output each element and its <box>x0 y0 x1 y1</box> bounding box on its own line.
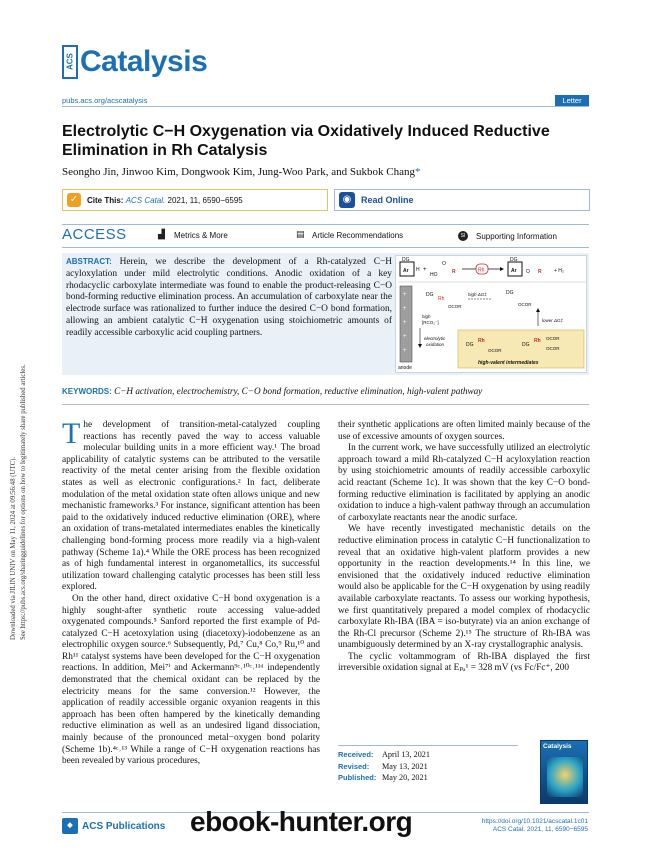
toc-ar-1: Ar <box>403 268 409 274</box>
recommendations-label: Article Recommendations <box>312 231 404 240</box>
publisher-name: ACS Publications <box>82 820 166 832</box>
article-type-badge: Letter <box>555 95 589 106</box>
svg-text:+: + <box>423 267 427 273</box>
cite-text <box>87 196 243 205</box>
toc-o-1: O <box>442 261 446 267</box>
toc-rh-catalyst: Rh <box>478 267 485 274</box>
toc-high-dg: high ΔG‡ <box>468 292 487 297</box>
access-bar <box>62 226 589 246</box>
body-right-p1: their synthetic applications are often limited mainly because of the use of excessive amounts of oxygen sources. <box>338 420 590 442</box>
toc-dg-6: DG <box>522 342 530 348</box>
footer-doi[interactable]: https://doi.org/10.1021/acscatal.1c01 <box>481 818 588 825</box>
abstract-body: Herein, we describe the development of a Rh-catalyzed C−H acyloxylation under mild electrolytic conditions. Anodic oxidation of a key rhodacyclic carboxylate intermediate was found to enable the product-releasing C−O bond-forming reductive elimination process. An accumulation of carboxylate near the electrode surface was rationalized to further induce the desired C−O bond formation, allowing an ambient catalytic C−H oxygenation using stoichiometric amounts of readily accessible carboxylic acid coupling partners. <box>66 257 392 338</box>
footer-citation <box>480 818 588 834</box>
body-left-p2: On the other hand, direct oxidative C−H bond oxygenation is a highly sought-after synthetic route accessing value-added oxygenated compounds.⁵ Sanford reported the first example of Pd-catalyzed C−H acetoxylation using (diacetoxy)-iodobenzene as an electrophilic oxygen source.⁶ Subsequently, Pd,⁷ Cu,⁸ Co,⁹ Ru,¹⁰ and Rh¹¹ catalyst systems have been developed for the C−H oxygenation reactions. In addition, Mei⁷ⁱ and Ackermann⁹ᶜ˒¹⁰ᶜ˒¹¹ᵈ independently demonstrated that the chemical oxidant can be replaced by the electricity means for the same conversion.¹² However, the application of readily accessible organic oxyanion reagents in this approach has been often hampered by the kinetically demanding reductive elimination as well as an undesired ligand dissociation, mainly because of the pronounced metal−oxygen bond polarity (Scheme 1b).⁴ᶜ˒¹³ While a range of C−H oxygenation reactions has been revealed by various procedures, <box>62 593 320 767</box>
published-value: May 20, 2021 <box>382 773 428 782</box>
toc-rh-1: Rh <box>438 296 445 302</box>
article-title: Electrolytic C−H Oxygenation via Oxidatively Induced Reductive Elimination in Rh Catalysis <box>62 123 550 159</box>
read-online-box[interactable] <box>334 189 590 211</box>
toc-ocor-3: OCOR <box>488 348 502 353</box>
toc-high-valent: high-valent intermediates <box>478 360 539 366</box>
supporting-info-link[interactable] <box>458 231 557 241</box>
publisher-logo[interactable] <box>62 818 165 834</box>
toc-o-2: O <box>526 269 530 275</box>
toc-r-1: R <box>452 269 456 275</box>
toc-rco2: [RCO₂⁻] <box>422 320 439 325</box>
keywords-label: KEYWORDS: <box>62 387 112 396</box>
toc-ocor-2: OCOR <box>518 302 532 307</box>
download-note-line1: Downloaded via JILIN UNIV on May 11, 2024 at 09:56:48 (UTC). <box>10 456 17 640</box>
body-right-p3: We have recently investigated mechanistic details on the reductive elimination process in catalytic C−H functionalization to reveal that an oxidative high-valent platform provides a new opportunity in the reaction developments.¹⁴ In this line, we envisioned that the oxidatively induced reductive elimination would also be applicable for the C−H oxygenation by using readily available carboxylate reactants. To assess our working hypothesis, we first quantitatively prepared a model complex of rhodacyclic carboxylate Rh-IBA (IBA = iso-butyrate) via an anion exchange of the Rh-Cl precursor (Scheme 2).¹⁵ The structure of Rh-IBA was unambiguously determined by an X-ray crystallographic analysis. <box>338 524 590 651</box>
date-received <box>338 749 518 761</box>
abstract-text <box>66 256 392 340</box>
supporting-info-icon: SI <box>458 231 468 241</box>
access-label: ACCESS <box>62 226 127 243</box>
cite-icon: ✓ <box>67 193 81 207</box>
cite-this-box[interactable] <box>62 189 328 211</box>
svg-text:+: + <box>403 306 407 312</box>
download-note-line2: See https://pubs.acs.org/sharingguidelines for options on how to legitimately share published articles. <box>20 364 27 640</box>
corresponding-author-star[interactable]: * <box>414 166 421 178</box>
journal-cover-thumbnail[interactable] <box>540 740 588 804</box>
access-divider-top <box>62 224 589 225</box>
toc-dg-2: DG <box>510 257 518 263</box>
abstract-label: ABSTRACT: <box>66 257 112 266</box>
toc-rh-2: Rh <box>478 338 485 344</box>
toc-h2: + H₂ <box>554 268 564 274</box>
toc-ocor-1: OCOR <box>448 304 462 309</box>
toc-ho: HO <box>430 272 438 278</box>
keywords-list: C−H activation, electrochemistry, C−O bond formation, reductive elimination, high-valent pathway <box>114 386 483 396</box>
dropcap: T <box>62 417 81 450</box>
toc-high: high <box>422 314 431 319</box>
bar-chart-icon: ▟ <box>158 230 165 240</box>
keywords <box>62 386 592 396</box>
metrics-link[interactable] <box>158 231 228 240</box>
received-value: April 13, 2021 <box>382 750 430 759</box>
toc-ocor-5: OCOR <box>546 346 560 351</box>
date-published <box>338 772 518 784</box>
svg-text:+: + <box>403 334 407 340</box>
svg-text:+: + <box>403 348 407 354</box>
date-revised <box>338 761 518 773</box>
cite-journal[interactable]: ACS Catal. <box>125 195 166 205</box>
body-left-column <box>62 417 320 768</box>
body-right-p2: In the current work, we have successfully utilized an electrolytic approach toward a mild Rh-catalyzed C−H acyloxylation reaction by using stoichiometric amounts of readily accessible carboxylic acid reactant (Scheme 1c). It was shown that the key C−O bond-forming reductive elimination is facilitated by applying an anodic oxidation to induce a high-valent pathway through an accumulation of carboxylate reactants near the anodic surface. <box>338 443 590 523</box>
read-online-label[interactable]: Read Online <box>361 195 414 205</box>
journal-logo[interactable] <box>62 44 207 80</box>
journal-url-link[interactable]: pubs.acs.org/acscatalysis <box>62 96 148 105</box>
toc-r-2: R <box>538 269 542 275</box>
toc-rh-3: Rh <box>534 338 541 344</box>
published-label: Published: <box>338 773 377 782</box>
revised-label: Revised: <box>338 761 370 771</box>
svg-text:+: + <box>403 320 407 326</box>
globe-icon: ◉ <box>339 192 355 208</box>
toc-oxidation: oxidation <box>426 342 445 347</box>
toc-graphic[interactable] <box>395 255 587 373</box>
toc-dg-1: DG <box>402 257 410 263</box>
toc-lower-dg: lower ΔG‡ <box>542 318 564 323</box>
watermark: ebook-hunter.org <box>190 806 413 837</box>
toc-anode: anode <box>398 365 412 371</box>
keywords-divider <box>62 404 589 405</box>
journal-logo-box: ACS <box>62 45 78 79</box>
footer-ref: ACS Catal. 2021, 11, 6590−6595 <box>492 826 588 833</box>
svg-text:+: + <box>403 292 407 298</box>
metrics-label: Metrics & More <box>174 231 228 240</box>
article-dates <box>338 745 518 784</box>
abstract-panel <box>62 253 589 375</box>
body-left-p1: he development of transition-metal-catalyzed coupling reactions has recently paved the way to access valuable molecular building units in a more efficient way.¹ The broad applicability of catalytic systems can be attributed to the versatile reactivity of the metal center arising from the flexible oxidation states as well as electronic configurations.² In fact, deliberate modulation of the metal oxidation state often allows unique and new mechanistic frameworks.³ For instance, significant attention has been paid to the oxidatively induced reductive elimination (ORE), where an oxidation of trans-metalated intermediates enables the kinetically challenging bond-forming process more readily via a high-valent pathway (Scheme 1a).⁴ While the ORE process has been recognized as of high fundamental interest in organometallics, its successful utilization toward challenging catalytic processes has been still less explored. <box>62 420 320 593</box>
toc-ar-2: Ar <box>511 268 517 274</box>
toc-dg-4: DG <box>506 290 514 296</box>
article-list-icon: ▤ <box>296 230 305 240</box>
toc-electrolytic: electrolytic <box>424 336 446 341</box>
toc-ocor-4: OCOR <box>546 336 560 341</box>
received-label: Received: <box>338 750 374 759</box>
cite-ref: 2021, 11, 6590−6595 <box>167 195 243 205</box>
toc-h: H <box>416 267 420 273</box>
body-right-column <box>338 420 590 675</box>
header-divider <box>62 106 589 107</box>
download-note <box>4 260 32 660</box>
toc-dg-3: DG <box>426 292 434 298</box>
acs-logo-icon: ◆ <box>62 818 78 834</box>
toc-dg-5: DG <box>466 342 474 348</box>
recommendations-link[interactable] <box>296 231 403 240</box>
revised-value: May 13, 2021 <box>382 761 428 771</box>
cover-image <box>547 757 583 797</box>
body-right-p4: The cyclic voltammogram of Rh-IBA displayed the first irreversible oxidation signal at Eₚₐ¹ = 328 mV (vs Fc/Fc⁺, 200 <box>338 651 590 674</box>
authors-text: Seongho Jin, Jinwoo Kim, Dongwook Kim, Jung-Woo Park, and Sukbok Chang <box>62 166 415 178</box>
author-list <box>62 166 420 178</box>
journal-logo-text: Catalysis <box>80 45 208 78</box>
supporting-info-label: Supporting Information <box>476 231 557 241</box>
body-paragraph <box>62 417 320 594</box>
cover-title: Catalysis <box>543 743 572 750</box>
cite-label: Cite This: <box>87 195 124 205</box>
access-divider-bottom <box>62 247 589 248</box>
